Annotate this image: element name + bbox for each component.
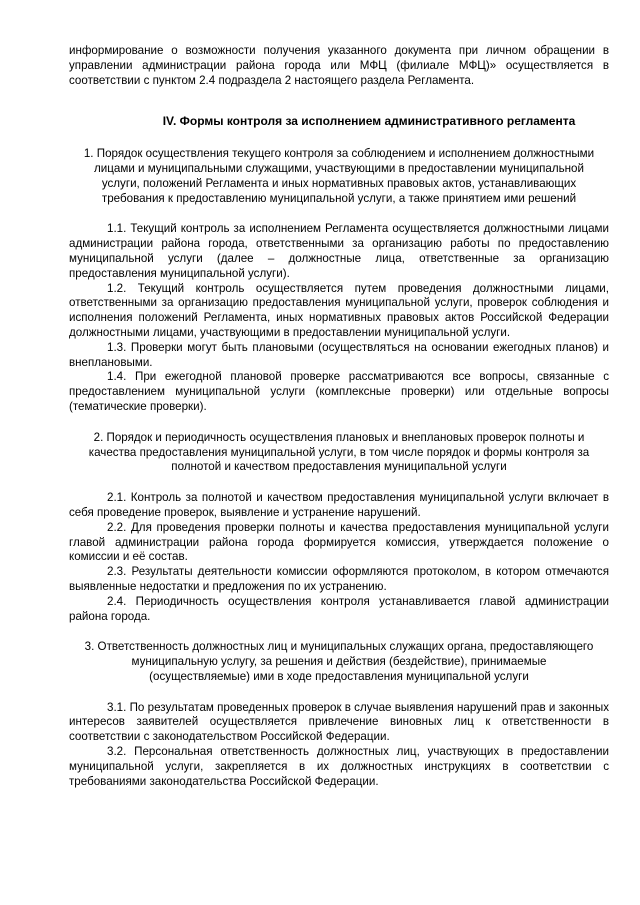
subsection-3-title: 3. Ответственность должностных лиц и муниципальных служащих органа, предоставляющего муниципальную услугу, за решения и действия (бездействие), принимаемые (осуществляемые) ими в ходе предоставления муниципальной услуги (84, 640, 594, 683)
paragraph-2-3: 2.3. Результаты деятельности комиссии оформляются протоколом, в котором отмечаются выявленные недостатки и предложения по их устранению. (69, 565, 609, 593)
paragraph-3-2: 3.2. Персональная ответственность должностных лиц, участвующих в предоставлении муниципальной услуги, закрепляется в их должностных инструкциях в соответствии с требованиями законодательства Российской Федерации. (69, 745, 609, 788)
paragraph-2-1: 2.1. Контроль за полнотой и качеством предоставления муниципальной услуги включает в себя проведение проверок, выявление и устранение нарушений. (69, 491, 609, 519)
paragraph-1-4: 1.4. При ежегодной плановой проверке рассматриваются все вопросы, связанные с предоставлением муниципальной услуги (комплексные проверки) или отдельные вопросы (тематические проверки). (69, 370, 609, 413)
intro-paragraph: информирование о возможности получения указанного документа при личном обращении в управлении администрации района города или МФЦ (филиале МФЦ)» осуществляется в соответствии с пунктом 2.4 подраздела 2 настоящего раздела Регламента. (69, 44, 609, 87)
paragraph-3-1: 3.1. По результатам проведенных проверок в случае выявления нарушений прав и законных интересов заявителей осуществляется привлечение виновных лиц к ответственности в соответствии с законодательством Российской Федерации. (69, 700, 609, 744)
document-page (69, 44, 609, 789)
subsection-2-title: 2. Порядок и периодичность осуществления плановых и внеплановых проверок полноты и качества предоставления муниципальной услуги, в том числе порядок и формы контроля за полнотой и качеством предоставления муниципальной услуги (88, 430, 590, 474)
paragraph-1-2: 1.2. Текущий контроль осуществляется путем проведения должностными лицами, ответственными за организацию предоставления муниципальной услуги, проверок соблюдения и исполнения положений Регламента, иных нормативных правовых актов Российской Федерации должностными лицами, участвующими в предоставлении муниципальной услуги. (69, 281, 609, 339)
paragraph-1-1: 1.1. Текущий контроль за исполнением Регламента осуществляется должностными лицами администрации района города, ответственными за организацию работы по предоставлению муниципальной услуги (далее – должностные лица, ответственные за организацию предоставления муниципальной услуги). (69, 222, 609, 280)
paragraph-2-2: 2.2. Для проведения проверки полноты и качества предоставления муниципальной услуги главой администрации района города формируется комиссия, утверждается положение о комиссии и её состав. (69, 520, 609, 564)
section-title: IV. Формы контроля за исполнением административного регламента (162, 114, 576, 129)
paragraph-1-3: 1.3. Проверки могут быть плановыми (осуществляться на основании ежегодных планов) и внеплановыми. (69, 340, 609, 369)
paragraph-2-4: 2.4. Периодичность осуществления контроля устанавливается главой администрации района города. (69, 594, 609, 623)
subsection-1-title: 1. Порядок осуществления текущего контроля за соблюдением и исполнением должностными лицами и муниципальными служащими, участвующими в предоставлении муниципальной услуги, положений Регламента и иных нормативных правовых актов, устанавливающих требования к предоставлению муниципальной услуги, а также принятием ими решений (83, 147, 595, 205)
